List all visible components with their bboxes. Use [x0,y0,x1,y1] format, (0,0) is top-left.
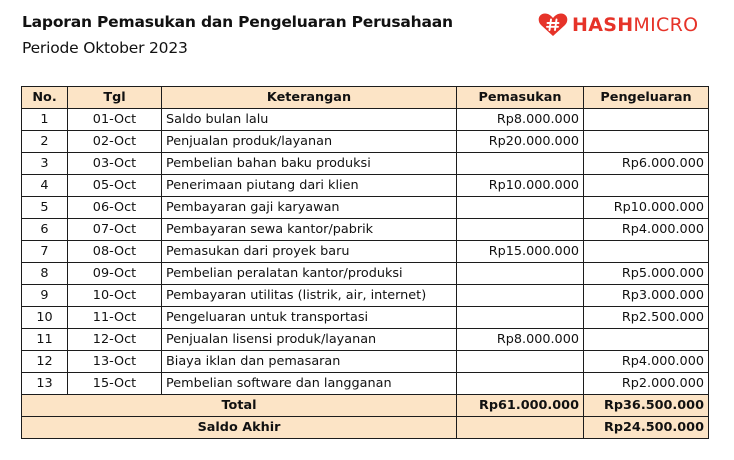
cell-income [457,197,584,219]
cell-no: 7 [22,241,68,263]
total-label: Total [22,395,457,417]
cell-income: Rp10.000.000 [457,175,584,197]
cell-date: 02-Oct [68,131,162,153]
cell-no: 13 [22,373,68,395]
table-row [22,197,709,219]
cell-description: Pembayaran utilitas (listrik, air, internet) [162,285,457,307]
cell-description: Penerimaan piutang dari klien [162,175,457,197]
cell-income: Rp8.000.000 [457,329,584,351]
cell-no: 11 [22,329,68,351]
cell-expense: Rp6.000.000 [584,153,709,175]
cell-no: 5 [22,197,68,219]
table-row [22,175,709,197]
report-title: Laporan Pemasukan dan Pengeluaran Perusahaan [22,13,453,31]
cell-date: 05-Oct [68,175,162,197]
table-header-row [22,87,709,109]
cell-date: 03-Oct [68,153,162,175]
cell-no: 9 [22,285,68,307]
cell-date: 11-Oct [68,307,162,329]
cell-expense: Rp2.500.000 [584,307,709,329]
table-row [22,373,709,395]
header-date: Tgl [68,87,162,109]
cell-income [457,373,584,395]
finance-table [21,86,709,439]
cell-no: 2 [22,131,68,153]
cell-date: 09-Oct [68,263,162,285]
cell-expense: Rp4.000.000 [584,351,709,373]
cell-expense: Rp4.000.000 [584,219,709,241]
cell-date: 15-Oct [68,373,162,395]
cell-description: Pembelian bahan baku produksi [162,153,457,175]
cell-expense [584,175,709,197]
table-row [22,109,709,131]
cell-no: 8 [22,263,68,285]
header-expense: Pengeluaran [584,87,709,109]
table-row [22,241,709,263]
cell-description: Pembayaran gaji karyawan [162,197,457,219]
cell-income: Rp15.000.000 [457,241,584,263]
cell-date: 12-Oct [68,329,162,351]
cell-no: 10 [22,307,68,329]
total-income: Rp61.000.000 [457,395,584,417]
table-row [22,329,709,351]
table-row [22,307,709,329]
header-income: Pemasukan [457,87,584,109]
table-row [22,351,709,373]
header-description: Keterangan [162,87,457,109]
cell-description: Pemasukan dari proyek baru [162,241,457,263]
cell-expense: Rp10.000.000 [584,197,709,219]
cell-description: Biaya iklan dan pemasaran [162,351,457,373]
cell-expense [584,131,709,153]
cell-description: Pembelian software dan langganan [162,373,457,395]
cell-income [457,351,584,373]
table-row [22,219,709,241]
table-row [22,263,709,285]
cell-date: 13-Oct [68,351,162,373]
cell-income: Rp8.000.000 [457,109,584,131]
cell-date: 10-Oct [68,285,162,307]
table-row [22,153,709,175]
cell-income [457,285,584,307]
closing-balance-label: Saldo Akhir [22,417,457,439]
closing-balance-income [457,417,584,439]
total-expense: Rp36.500.000 [584,395,709,417]
logo-wordmark: HASHMICRO [572,14,699,36]
cell-description: Pembelian peralatan kantor/produksi [162,263,457,285]
report-period: Periode Oktober 2023 [22,39,188,57]
cell-no: 3 [22,153,68,175]
cell-description: Pengeluaran untuk transportasi [162,307,457,329]
cell-no: 6 [22,219,68,241]
cell-no: 12 [22,351,68,373]
cell-income [457,263,584,285]
cell-expense [584,329,709,351]
cell-date: 06-Oct [68,197,162,219]
cell-no: 1 [22,109,68,131]
hashmicro-logo [537,12,698,38]
cell-expense: Rp2.000.000 [584,373,709,395]
cell-date: 07-Oct [68,219,162,241]
cell-expense [584,241,709,263]
cell-income [457,307,584,329]
cell-description: Penjualan produk/layanan [162,131,457,153]
cell-description: Penjualan lisensi produk/layanan [162,329,457,351]
cell-no: 4 [22,175,68,197]
cell-date: 08-Oct [68,241,162,263]
cell-description: Pembayaran sewa kantor/pabrik [162,219,457,241]
closing-balance-row [22,417,709,439]
hashmicro-logo-icon [537,12,569,38]
closing-balance-value: Rp24.500.000 [584,417,709,439]
cell-expense [584,109,709,131]
cell-income: Rp20.000.000 [457,131,584,153]
cell-income [457,153,584,175]
cell-description: Saldo bulan lalu [162,109,457,131]
table-row [22,285,709,307]
header-no: No. [22,87,68,109]
cell-date: 01-Oct [68,109,162,131]
cell-expense: Rp5.000.000 [584,263,709,285]
cell-expense: Rp3.000.000 [584,285,709,307]
total-row [22,395,709,417]
table-row [22,131,709,153]
cell-income [457,219,584,241]
